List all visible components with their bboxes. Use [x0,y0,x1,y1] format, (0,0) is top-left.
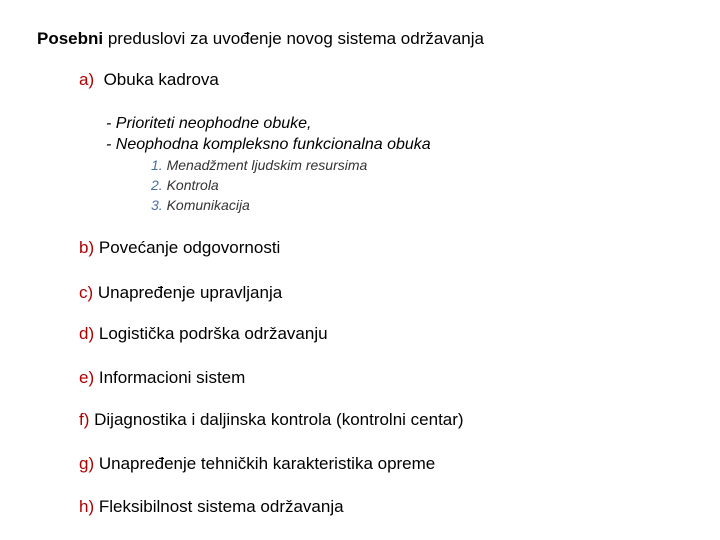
list-marker: h) [79,497,95,516]
list-item-text: Unapređenje upravljanja [97,283,283,302]
numbered-item-number: 1. [151,157,163,173]
list-item-h [79,497,344,517]
list-item-e [79,368,245,388]
list-item-text: Povećanje odgovornosti [98,238,281,257]
page-title-rest: preduslovi za uvođenje novog sistema održavanja [103,29,484,48]
list-marker: f) [79,410,90,429]
list-item-text: Logistička podrška održavanju [98,324,328,343]
numbered-item-text: Komunikacija [166,197,250,213]
sub-item: - Prioriteti neophodne obuke, [106,115,312,132]
numbered-item-number: 3. [151,197,163,213]
numbered-item-text: Kontrola [166,177,219,193]
list-marker: a) [79,70,95,89]
list-item-text: Informacioni sistem [98,368,246,387]
list-item-text: Dijagnostika i daljinska kontrola (kontrolni centar) [94,410,464,429]
list-item-d [79,324,328,344]
list-marker: e) [79,368,95,387]
list-marker: b) [79,238,95,257]
list-item-text: Unapređenje tehničkih karakteristika opreme [98,454,436,473]
numbered-item [151,157,367,173]
list-marker: g) [79,454,95,473]
list-item-text: Fleksibilnost sistema održavanja [98,497,344,516]
list-item-f [79,410,464,430]
list-item-a [79,70,219,90]
list-item-c [79,283,282,303]
numbered-item-text: Menadžment ljudskim resursima [166,157,368,173]
sub-item: - Neophodna kompleksno funkcionalna obuka [106,136,431,153]
page-title [37,29,484,49]
numbered-item [151,197,250,213]
list-item-text: Obuka kadrova [103,70,219,89]
list-item-b [79,238,280,258]
list-marker: d) [79,324,95,343]
page-title-bold: Posebni [37,29,104,48]
numbered-item [151,177,219,193]
numbered-item-number: 2. [151,177,163,193]
list-marker: c) [79,283,94,302]
list-item-g [79,454,435,474]
